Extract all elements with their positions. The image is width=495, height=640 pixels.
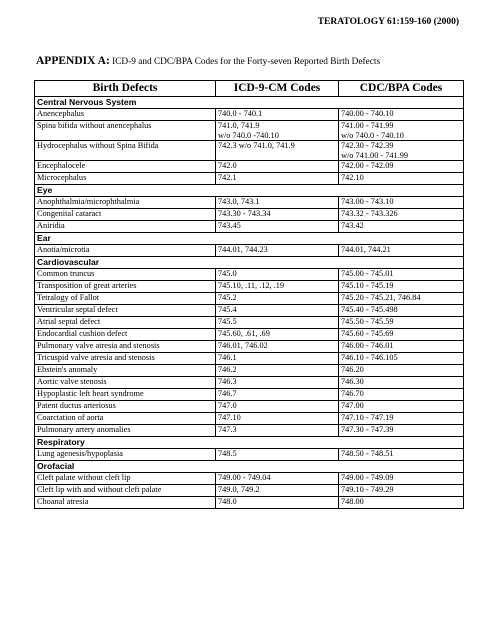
table-row xyxy=(35,245,464,257)
birth-defect-cell: Cleft palate without cleft lip xyxy=(35,473,216,485)
birth-defect-cell: Hypoplastic left heart syndrome xyxy=(35,389,216,401)
table-row xyxy=(35,497,464,509)
section-title: Eye xyxy=(35,185,464,197)
birth-defect-cell: Anotia/microtia xyxy=(35,245,216,257)
cdc-bpa-code-cell xyxy=(339,221,464,233)
cdc-bpa-code-cell xyxy=(339,161,464,173)
icd9-code-cell xyxy=(216,109,339,121)
code-line: 746.30 xyxy=(341,377,364,386)
code-line: 745.60 - 745.69 xyxy=(341,329,394,338)
code-line: 745.60, .61, .69 xyxy=(218,329,270,338)
table-row xyxy=(35,377,464,389)
code-line: 749.00 - 749.09 xyxy=(341,473,394,482)
code-line: 746.00 - 746.01 xyxy=(341,341,394,350)
section-header-row xyxy=(35,437,464,449)
code-line: 745.20 - 745.21, 746.84 xyxy=(341,293,421,302)
icd9-code-cell xyxy=(216,353,339,365)
column-header-icd9: ICD-9-CM Codes xyxy=(216,81,339,97)
table-row xyxy=(35,341,464,353)
birth-defect-cell: Lung agenesis/hypoplasia xyxy=(35,449,216,461)
icd9-code-cell xyxy=(216,317,339,329)
icd9-code-cell xyxy=(216,245,339,257)
section-header-row xyxy=(35,185,464,197)
code-line: 742.0 xyxy=(218,161,237,170)
code-line: 746.3 xyxy=(218,377,237,386)
cdc-bpa-code-cell xyxy=(339,293,464,305)
icd9-code-cell xyxy=(216,293,339,305)
table-header-row xyxy=(35,81,464,97)
code-line: w/o 740.0 - 740.10 xyxy=(341,130,404,140)
birth-defect-cell: Aniridia xyxy=(35,221,216,233)
birth-defect-cell: Choanal atresia xyxy=(35,497,216,509)
icd9-code-cell xyxy=(216,365,339,377)
icd9-code-cell xyxy=(216,141,339,161)
code-line: w/o 741.00 - 741.99 xyxy=(341,150,409,160)
table-row xyxy=(35,121,464,141)
code-line: 748.00 xyxy=(341,497,364,506)
cdc-bpa-code-cell xyxy=(339,245,464,257)
icd9-code-cell xyxy=(216,269,339,281)
code-line: 743.32 - 743.326 xyxy=(341,209,398,218)
table-row xyxy=(35,197,464,209)
table-row xyxy=(35,353,464,365)
code-line: 745.10, .11, .12, .19 xyxy=(218,281,285,290)
table-body xyxy=(35,97,464,509)
icd9-code-cell xyxy=(216,389,339,401)
code-line: 747.00 xyxy=(341,401,364,410)
code-line: 747.10 xyxy=(218,413,241,422)
appendix-text: ICD-9 and CDC/BPA Codes for the Forty-seven Reported Birth Defects xyxy=(109,57,381,67)
icd9-code-cell xyxy=(216,377,339,389)
code-line: 745.4 xyxy=(218,305,237,314)
birth-defect-cell: Encephalocele xyxy=(35,161,216,173)
table-row xyxy=(35,485,464,497)
birth-defect-cell: Atrial septal defect xyxy=(35,317,216,329)
cdc-bpa-code-cell xyxy=(339,281,464,293)
cdc-bpa-code-cell xyxy=(339,413,464,425)
icd9-code-cell xyxy=(216,209,339,221)
table-row xyxy=(35,293,464,305)
running-head: TERATOLOGY 61:159-160 (2000) xyxy=(317,17,459,27)
code-line: 742.10 xyxy=(341,173,364,182)
code-line: 745.00 - 745.01 xyxy=(341,269,394,278)
birth-defect-cell: Endocardial cushion defect xyxy=(35,329,216,341)
cdc-bpa-code-cell xyxy=(339,497,464,509)
birth-defect-cell: Pulmonary valve atresia and stenosis xyxy=(35,341,216,353)
cdc-bpa-code-cell xyxy=(339,353,464,365)
appendix-caption xyxy=(36,51,380,69)
cdc-bpa-code-cell xyxy=(339,209,464,221)
birth-defect-cell: Tetralogy of Fallot xyxy=(35,293,216,305)
section-header-row xyxy=(35,97,464,109)
code-line: 749.0, 749.2 xyxy=(218,485,260,494)
code-line: 745.2 xyxy=(218,293,237,302)
table-row xyxy=(35,173,464,185)
code-line: 748.50 - 748.51 xyxy=(341,449,394,458)
section-header-row xyxy=(35,233,464,245)
cdc-bpa-code-cell xyxy=(339,141,464,161)
cdc-bpa-code-cell xyxy=(339,377,464,389)
codes-table xyxy=(34,80,464,509)
code-line: w/o 740.0 -740.10 xyxy=(218,130,279,140)
table-row xyxy=(35,365,464,377)
section-title: Respiratory xyxy=(35,437,464,449)
code-line: 743.30 - 743.34 xyxy=(218,209,271,218)
code-line: 748.0 xyxy=(218,497,237,506)
cdc-bpa-code-cell xyxy=(339,401,464,413)
code-line: 746.01, 746.02 xyxy=(218,341,268,350)
section-title: Cardiovascular xyxy=(35,257,464,269)
code-line: 746.10 - 746.105 xyxy=(341,353,398,362)
icd9-code-cell xyxy=(216,221,339,233)
birth-defect-cell: Congenital cataract xyxy=(35,209,216,221)
icd9-code-cell xyxy=(216,341,339,353)
code-line: 740.00 - 740.10 xyxy=(341,109,394,118)
code-line: 744.01, 744.23 xyxy=(218,245,268,254)
birth-defect-cell: Common truncus xyxy=(35,269,216,281)
code-line: 740.0 - 740.1 xyxy=(218,109,263,118)
table-row xyxy=(35,161,464,173)
icd9-code-cell xyxy=(216,497,339,509)
birth-defect-cell: Aortic valve stenosis xyxy=(35,377,216,389)
code-line: 749.00 - 749.04 xyxy=(218,473,271,482)
code-line: 744.01, 744.21 xyxy=(341,245,391,254)
birth-defect-cell: Patent ductus arteriosus xyxy=(35,401,216,413)
code-line: 747.0 xyxy=(218,401,237,410)
cdc-bpa-code-cell xyxy=(339,341,464,353)
table-row xyxy=(35,449,464,461)
icd9-code-cell xyxy=(216,413,339,425)
column-header-cdc-bpa: CDC/BPA Codes xyxy=(339,81,464,97)
table-row xyxy=(35,141,464,161)
icd9-code-cell xyxy=(216,401,339,413)
code-line: 742.00 - 742.09 xyxy=(341,161,394,170)
cdc-bpa-code-cell xyxy=(339,197,464,209)
table-row xyxy=(35,401,464,413)
table-row xyxy=(35,221,464,233)
icd9-code-cell xyxy=(216,473,339,485)
birth-defect-cell: Microcephalus xyxy=(35,173,216,185)
birth-defect-cell: Spina bifida without anencephalus xyxy=(35,121,216,141)
birth-defect-cell: Ebstein's anomaly xyxy=(35,365,216,377)
cdc-bpa-code-cell xyxy=(339,485,464,497)
code-line: 747.10 - 747.19 xyxy=(341,413,394,422)
section-header-row xyxy=(35,257,464,269)
icd9-code-cell xyxy=(216,161,339,173)
code-line: 742.1 xyxy=(218,173,237,182)
cdc-bpa-code-cell xyxy=(339,173,464,185)
table-row xyxy=(35,317,464,329)
cdc-bpa-code-cell xyxy=(339,473,464,485)
code-line: 746.7 xyxy=(218,389,237,398)
code-line: 743.0, 743.1 xyxy=(218,197,260,206)
code-line: 741.00 - 741.99 xyxy=(341,121,394,130)
icd9-code-cell xyxy=(216,121,339,141)
table-row xyxy=(35,425,464,437)
cdc-bpa-code-cell xyxy=(339,317,464,329)
code-line: 746.2 xyxy=(218,365,237,374)
cdc-bpa-code-cell xyxy=(339,365,464,377)
section-header-row xyxy=(35,461,464,473)
appendix-label: APPENDIX A: xyxy=(36,55,110,67)
code-line: 741.0, 741.9 xyxy=(218,121,260,130)
cdc-bpa-code-cell xyxy=(339,121,464,141)
code-line: 748.5 xyxy=(218,449,237,458)
birth-defect-cell: Anophthalmia/microphthalmia xyxy=(35,197,216,209)
code-line: 746.1 xyxy=(218,353,237,362)
code-line: 747.3 xyxy=(218,425,237,434)
cdc-bpa-code-cell xyxy=(339,449,464,461)
icd9-code-cell xyxy=(216,329,339,341)
code-line: 743.45 xyxy=(218,221,241,230)
code-line: 745.10 - 745.19 xyxy=(341,281,394,290)
birth-defect-cell: Pulmonary artery anomalies xyxy=(35,425,216,437)
cdc-bpa-code-cell xyxy=(339,269,464,281)
table-row xyxy=(35,269,464,281)
code-line: 743.42 xyxy=(341,221,364,230)
birth-defect-cell: Anencephalus xyxy=(35,109,216,121)
cdc-bpa-code-cell xyxy=(339,109,464,121)
code-line: 745.50 - 745.59 xyxy=(341,317,394,326)
icd9-code-cell xyxy=(216,449,339,461)
column-header-birth-defects: Birth Defects xyxy=(35,81,216,97)
code-line: 742.30 - 742.39 xyxy=(341,141,394,150)
cdc-bpa-code-cell xyxy=(339,329,464,341)
icd9-code-cell xyxy=(216,425,339,437)
table-row xyxy=(35,305,464,317)
birth-defect-cell: Hydrocephalus without Spina Bifida xyxy=(35,141,216,161)
birth-defect-cell: Coarctation of aorta xyxy=(35,413,216,425)
table-row xyxy=(35,413,464,425)
birth-defect-cell: Ventricular septal defect xyxy=(35,305,216,317)
table-row xyxy=(35,329,464,341)
icd9-code-cell xyxy=(216,281,339,293)
icd9-code-cell xyxy=(216,197,339,209)
code-line: 745.0 xyxy=(218,269,237,278)
cdc-bpa-code-cell xyxy=(339,425,464,437)
section-title: Orofacial xyxy=(35,461,464,473)
table-row xyxy=(35,473,464,485)
code-line: 743.00 - 743.10 xyxy=(341,197,394,206)
icd9-code-cell xyxy=(216,173,339,185)
code-line: 746.70 xyxy=(341,389,364,398)
birth-defect-cell: Tricuspid valve atresia and stenosis xyxy=(35,353,216,365)
code-line: 745.40 - 745.498 xyxy=(341,305,398,314)
table-row xyxy=(35,209,464,221)
section-title: Central Nervous System xyxy=(35,97,464,109)
cdc-bpa-code-cell xyxy=(339,305,464,317)
code-line: 745.5 xyxy=(218,317,237,326)
code-line: 749.10 - 749.29 xyxy=(341,485,394,494)
section-title: Ear xyxy=(35,233,464,245)
birth-defect-cell: Cleft lip with and without cleft palate xyxy=(35,485,216,497)
birth-defect-cell: Transposition of great arteries xyxy=(35,281,216,293)
code-line: 747.30 - 747.39 xyxy=(341,425,394,434)
table-row xyxy=(35,109,464,121)
code-line: 742.3 w/o 741.0, 741.9 xyxy=(218,141,295,150)
cdc-bpa-code-cell xyxy=(339,389,464,401)
code-line: 746.20 xyxy=(341,365,364,374)
table-row xyxy=(35,389,464,401)
icd9-code-cell xyxy=(216,485,339,497)
icd9-code-cell xyxy=(216,305,339,317)
table-row xyxy=(35,281,464,293)
